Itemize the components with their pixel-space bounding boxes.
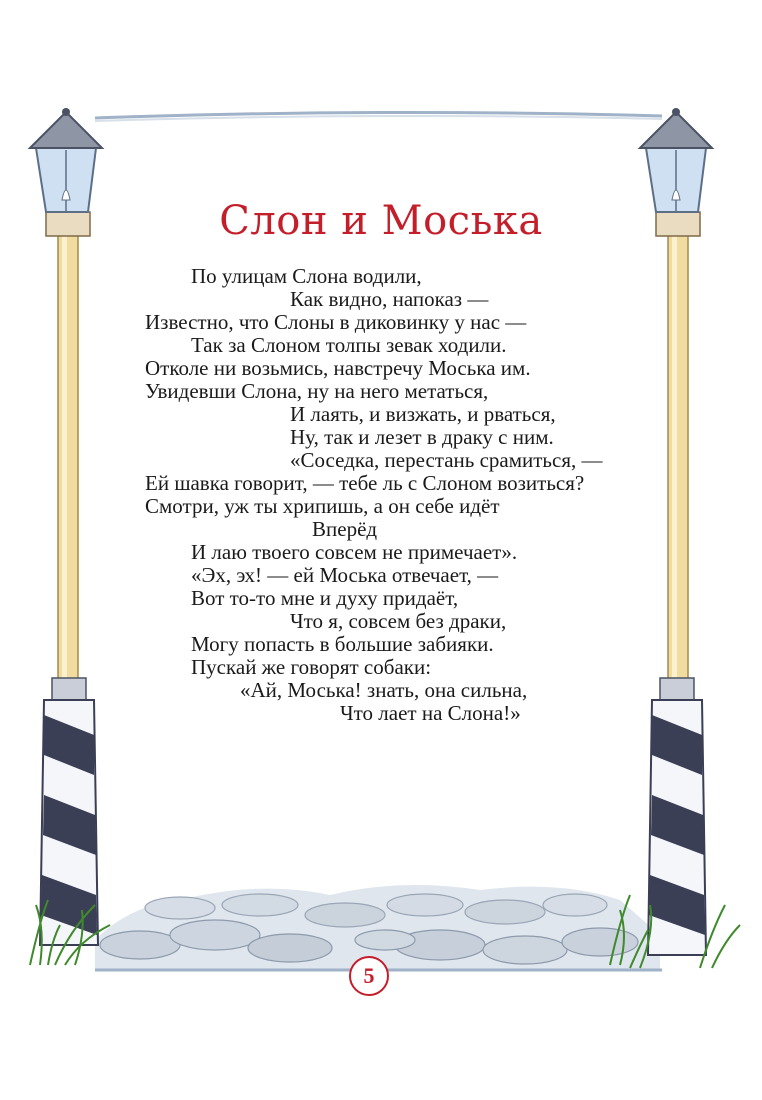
poem-line: И лаю твоего совсем не примечает». bbox=[191, 540, 518, 564]
poem-line: Так за Слоном толпы зевак ходили. bbox=[191, 333, 507, 357]
poem-line: Пускай же говорят собаки: bbox=[191, 655, 432, 679]
poem-line: Как видно, напоказ — bbox=[290, 287, 489, 311]
poem-line: Отколе ни возьмись, навстречу Моська им. bbox=[145, 356, 531, 380]
poem-line: И лаять, и визжать, и рваться, bbox=[290, 402, 556, 426]
poem-line: Могу попасть в большие забияки. bbox=[191, 632, 494, 656]
poem-line: Смотри, уж ты хрипишь, а он себе идёт bbox=[145, 494, 500, 518]
poem-line: Известно, что Слоны в диковинку у нас — bbox=[145, 310, 527, 334]
cobblestone-icon bbox=[95, 885, 662, 970]
poem-line: Что лает на Слона!» bbox=[340, 701, 521, 725]
poem-line: Ей шавка говорит, — тебе ль с Слоном возиться? bbox=[145, 471, 585, 495]
poem-line: Вот то-то мне и духу придаёт, bbox=[191, 586, 459, 610]
poem-line: «Эх, эх! — ей Моська отвечает, — bbox=[191, 563, 499, 587]
page-number: 5 bbox=[349, 956, 389, 996]
poem-line: Увидевши Слона, ну на него метаться, bbox=[145, 379, 489, 403]
poem-line: По улицам Слона водили, bbox=[191, 264, 422, 288]
poem-line: Вперёд bbox=[312, 517, 378, 541]
poem-line: «Соседка, перестань срамиться, — bbox=[290, 448, 603, 472]
poem-line: Что я, совсем без драки, bbox=[290, 609, 507, 633]
poem-title: Слон и Моська bbox=[219, 198, 543, 244]
poem-line: Ну, так и лезет в драку с ним. bbox=[290, 425, 554, 449]
poem-line: «Ай, Моська! знать, она сильна, bbox=[240, 678, 528, 702]
